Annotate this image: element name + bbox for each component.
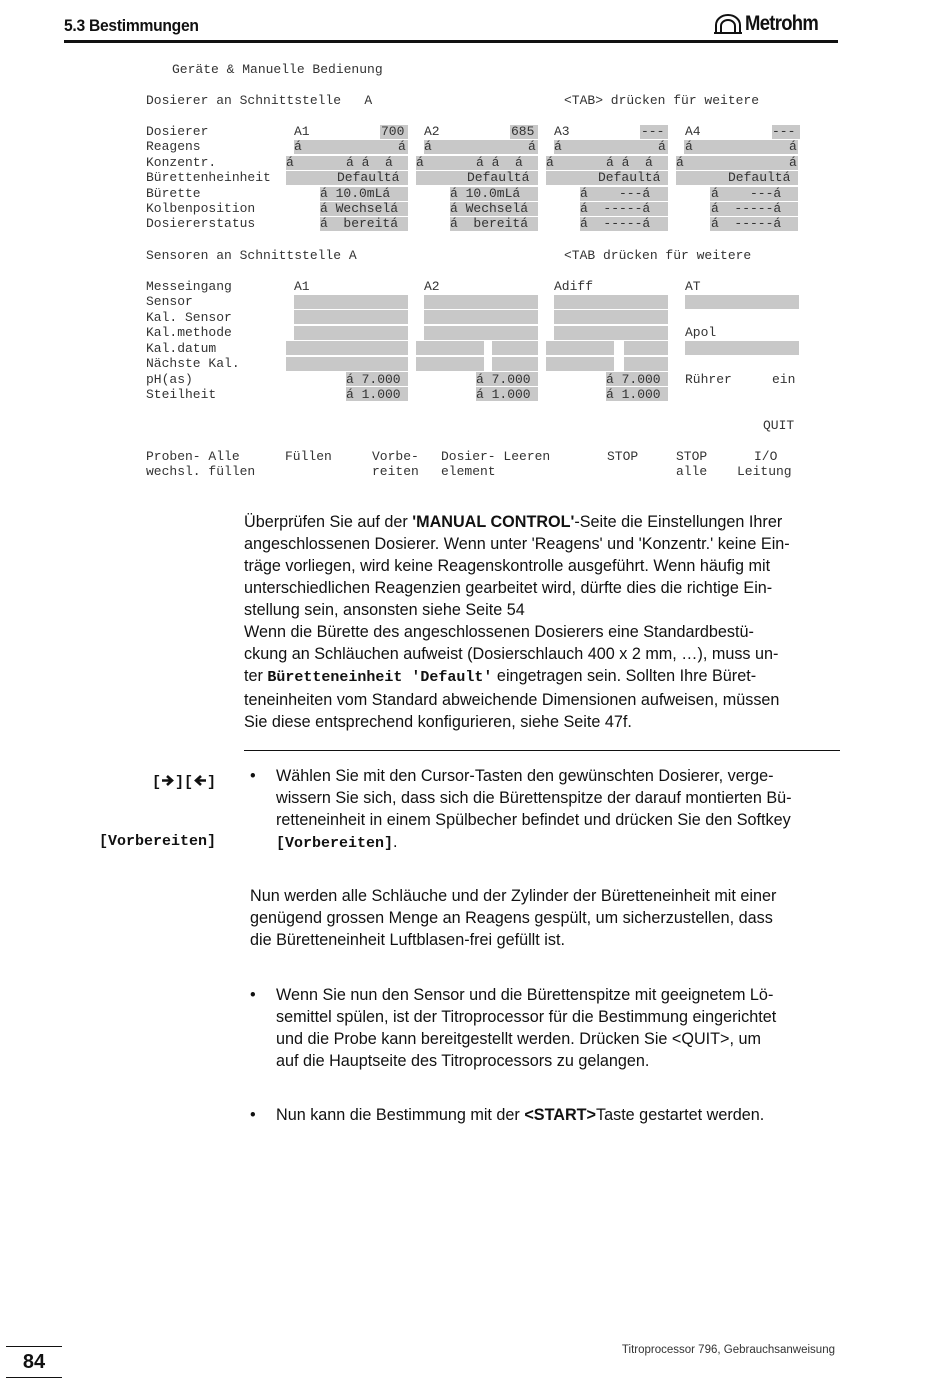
dosing-cell: á — [554, 139, 562, 154]
sensor-col: AT — [685, 279, 701, 294]
dosing-cell: á ---á — [580, 186, 651, 201]
slope-value: á 1.000 — [346, 387, 401, 402]
text-line: ckung an Schläuchen aufweist (Dosierschlauch 400 x 2 mm, …), muss un- — [244, 645, 779, 663]
dosing-cell: á á á — [476, 155, 523, 170]
prepare-key: [Vorbereiten] — [98, 833, 216, 850]
slope-value: á 1.000 — [476, 387, 531, 402]
dosing-cell: á -----á — [711, 216, 782, 231]
text-line: und die Probe kann bereitgestellt werden. Drücken Sie <QUIT>, um — [276, 1030, 761, 1048]
dosing-cell: á Wechselá — [450, 201, 529, 216]
row-label: Bürettenheinheit — [146, 170, 271, 185]
text: . — [393, 833, 398, 851]
apol-value: Apol — [685, 325, 717, 340]
section-title: 5.3 Bestimmungen — [64, 16, 199, 35]
page-number: 84 — [6, 1346, 62, 1378]
softkey-fill[interactable]: Füllen — [285, 449, 332, 464]
ph-value: á 7.000 — [606, 372, 661, 387]
softkey-prepare[interactable]: Vorbe- — [372, 449, 419, 464]
row-label: Bürette — [146, 186, 201, 201]
dosing-cell: Defaultá — [337, 170, 400, 185]
dosing-cell: á — [416, 155, 424, 170]
softkey-io-line[interactable]: I/O — [754, 449, 778, 464]
dosing-cell: á 10.0mLá — [320, 186, 391, 201]
emphasis: <START> — [524, 1106, 596, 1124]
text-line: Nun werden alle Schläuche und der Zylinder der Büretteneinheit mit einer — [250, 887, 777, 905]
text: Taste gestartet werden. — [596, 1106, 765, 1124]
page-header — [64, 12, 838, 43]
dosing-cell: Defaultá — [467, 170, 530, 185]
sensor-col: A1 — [294, 279, 310, 294]
dosing-cell: á -----á — [580, 216, 651, 231]
stirrer-label: Rührer — [685, 372, 732, 387]
dosing-cell: á á á — [346, 155, 393, 170]
text: Überprüfen Sie auf der — [244, 513, 413, 531]
text-line: unterschiedlichen Reagenzien gearbeitet wird, dürfte dies die richtige Ein- — [244, 579, 773, 597]
text-line: Sie diese entsprechend konfigurieren, siehe Seite 47f. — [244, 713, 632, 731]
bullet: • — [250, 767, 256, 785]
sensor-header: Sensoren an Schnittstelle A — [146, 248, 357, 263]
divider — [244, 750, 840, 751]
text-line: träge vorliegen, wird keine Reagenskontrolle ausgeführt. Wenn häufig mit — [244, 557, 771, 575]
dosing-cell: á bereitá — [320, 216, 399, 231]
dosing-cell: á á á — [606, 155, 653, 170]
row-label: Dosierer — [146, 124, 209, 139]
softkey-sublabel: reiten — [372, 464, 419, 479]
bullet: • — [250, 986, 256, 1004]
dosing-cell: Defaultá — [598, 170, 661, 185]
code-term: Büretteneinheit 'Default' — [267, 669, 493, 686]
softkey-sublabel: Leitung — [737, 464, 792, 479]
sensor-label: Nächste Kal. — [146, 356, 240, 371]
text: Nun kann die Bestimmung mit der — [276, 1106, 525, 1124]
text: ter — [244, 667, 268, 685]
dosing-cell: á — [676, 155, 684, 170]
ph-value: á 7.000 — [476, 372, 531, 387]
dosing-cell: á -----á — [580, 201, 651, 216]
softkey-stop[interactable]: STOP — [607, 449, 639, 464]
dosing-value: 685 — [511, 124, 535, 139]
sensor-label: Steilheit — [146, 387, 217, 402]
dosing-cell: á -----á — [711, 201, 782, 216]
sensor-label: Sensor — [146, 294, 193, 309]
dosing-cell: á Wechselá — [320, 201, 399, 216]
document-title: Titroprocessor 796, Gebrauchsanweisung — [621, 1344, 835, 1356]
text-line: genügend grossen Menge an Reagens gespült, um sicherzustellen, dass — [250, 909, 773, 927]
ph-value: á 7.000 — [346, 372, 401, 387]
dosing-cell: á — [398, 139, 406, 154]
text-line: Wenn Sie nun den Sensor und die Bürettenspitze mit geeignetem Lö- — [276, 986, 774, 1004]
sensor-label: Kal.methode — [146, 325, 232, 340]
sensor-label: pH(as) — [146, 372, 193, 387]
dosing-cell: á — [528, 139, 536, 154]
sensor-label: Messeingang — [146, 279, 232, 294]
softkey-stop-all[interactable]: STOP — [676, 449, 708, 464]
sensor-label: Kal. Sensor — [146, 310, 232, 325]
row-label: Kolbenposition — [146, 201, 256, 216]
sensor-tab-hint: <TAB drücken für weitere — [564, 248, 752, 263]
metrohm-logo-icon — [713, 13, 743, 35]
text-line: die Büretteneinheit Luftblasen-frei gefüllt ist. — [250, 931, 565, 949]
text-line: auf die Hauptseite des Titroprocessors zu gelangen. — [276, 1052, 650, 1070]
dosing-cell: á — [424, 139, 432, 154]
stirrer-value: ein — [772, 372, 796, 387]
softkey-sublabel: wechsl. füllen — [146, 464, 256, 479]
dosing-cell: á 10.0mLá — [450, 186, 521, 201]
sensor-label: Kal.datum — [146, 341, 217, 356]
dosing-cell: á — [546, 155, 554, 170]
row-label: Dosiererstatus — [146, 216, 256, 231]
dosing-value: 700 — [381, 124, 405, 139]
paragraph-flush — [250, 885, 840, 951]
screen-title: Geräte & Manuelle Bedienung — [172, 62, 383, 77]
dosing-cell: á — [286, 155, 294, 170]
brand-logo — [713, 12, 828, 36]
slope-value: á 1.000 — [606, 387, 661, 402]
sensor-col: Adiff — [554, 279, 594, 294]
dosing-cell: Defaultá — [728, 170, 791, 185]
dosing-value: --- — [641, 124, 665, 139]
text-line: retteneinheit in einem Spülbecher befindet und drücken Sie den Softkey — [276, 811, 791, 829]
text-line: Wählen Sie mit den Cursor-Tasten den gewünschten Dosierer, verge- — [276, 767, 774, 785]
sensor-col: A2 — [424, 279, 440, 294]
arrow-keys-icon: [ ][ ] — [151, 774, 216, 791]
text-line: semittel spülen, ist der Titroprocessor für die Bestimmung eingerichtet — [276, 1008, 777, 1026]
dosing-cell: á — [789, 139, 797, 154]
dosing-col: A1 — [294, 124, 310, 139]
softkey-dosing-element[interactable]: Dosier- Leeren — [441, 449, 551, 464]
quit-softkey[interactable]: QUIT — [763, 418, 795, 433]
text: -Seite die Einstellungen Ihrer — [574, 513, 783, 531]
row-label: Konzentr. — [146, 155, 217, 170]
text-line: teneinheiten vom Standard abweichende Dimensionen aufweisen, müssen — [244, 691, 780, 709]
code-term: [Vorbereiten] — [276, 835, 394, 852]
dosing-tab-hint: <TAB> drücken für weitere — [564, 93, 760, 108]
bullet-text-select-doser — [276, 765, 846, 855]
text-line: wissern Sie sich, dass sich die Bürettenspitze der darauf montierten Bü- — [276, 789, 792, 807]
dosing-cell: á bereitá — [450, 216, 529, 231]
softkey-sublabel: alle — [676, 464, 708, 479]
dosing-cell: á — [685, 139, 693, 154]
dosing-cell: á — [294, 139, 302, 154]
row-label: Reagens — [146, 139, 201, 154]
bullet-text-start — [276, 1104, 846, 1126]
brand-name: Metrohm — [744, 12, 819, 35]
text-line: stellung sein, ansonsten siehe Seite 54 — [244, 601, 525, 619]
paragraph-manual-control — [244, 511, 844, 733]
dosing-cell: á — [789, 155, 797, 170]
dosing-cell: á — [658, 139, 666, 154]
text-line: Wenn die Bürette des angeschlossenen Dosierers eine Standardbestü- — [244, 623, 754, 641]
dosing-cell: á ---á — [711, 186, 782, 201]
dosing-col: A4 — [685, 124, 701, 139]
bullet: • — [250, 1106, 256, 1124]
softkey-sublabel: element — [441, 464, 496, 479]
cursor-keys — [120, 774, 216, 791]
dosing-value: --- — [772, 124, 796, 139]
emphasis: 'MANUAL CONTROL' — [412, 513, 575, 531]
text: eingetragen sein. Sollten Ihre Büret- — [492, 667, 757, 685]
bullet-text-rinse — [276, 984, 846, 1072]
dosing-header: Dosierer an Schnittstelle A — [146, 93, 373, 108]
text-line: angeschlossenen Dosierer. Wenn unter 'Reagens' und 'Konzentr.' keine Ein- — [244, 535, 790, 553]
softkey-sample-change[interactable]: Proben- Alle — [146, 449, 240, 464]
dosing-col: A2 — [424, 124, 440, 139]
dosing-col: A3 — [554, 124, 570, 139]
